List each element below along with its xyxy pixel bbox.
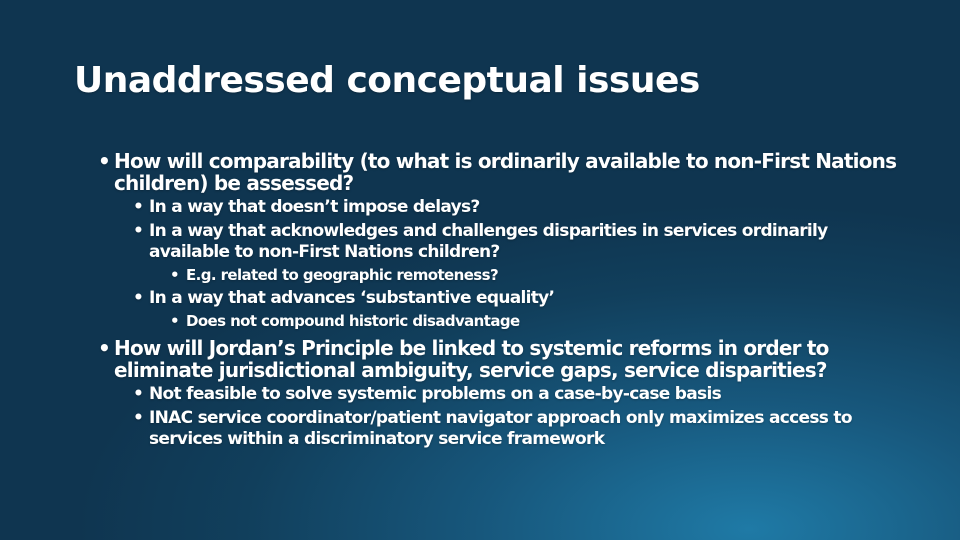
bullet-text: How will comparability (to what is ordinarily available to non-First Nations children) be assessed? xyxy=(114,149,897,195)
bullet-text: INAC service coordinator/patient navigator approach only maximizes access to services within a discriminatory service framework xyxy=(149,408,852,449)
bullet-item xyxy=(133,288,912,309)
bullet-list xyxy=(92,150,912,450)
bullet-text: In a way that advances ‘substantive equality’ xyxy=(149,288,555,308)
bullet-icon: • xyxy=(98,336,110,360)
bullet-text: Not feasible to solve systemic problems on a case-by-case basis xyxy=(149,384,722,404)
bullet-item xyxy=(98,149,912,195)
bullet-text: How will Jordan’s Principle be linked to systemic reforms in order to eliminate jurisdictional ambiguity, service gaps, service disparities? xyxy=(114,336,829,382)
bullet-text: Does not compound historic disadvantage xyxy=(186,312,520,330)
bullet-item xyxy=(170,266,912,285)
bullet-text: In a way that doesn’t impose delays? xyxy=(149,197,480,217)
bullet-item xyxy=(133,197,912,218)
bullet-item xyxy=(170,312,912,331)
bullet-icon: • xyxy=(133,221,144,241)
bullet-icon: • xyxy=(98,149,110,173)
slide-title: Unaddressed conceptual issues xyxy=(74,60,700,101)
bullet-text: In a way that acknowledges and challenges disparities in services ordinarily available to non-First Nations children? xyxy=(149,221,828,262)
bullet-item xyxy=(98,336,912,382)
bullet-icon: • xyxy=(133,288,144,308)
bullet-icon: • xyxy=(170,312,179,330)
bullet-icon: • xyxy=(133,197,144,217)
bullet-item xyxy=(133,408,912,450)
bullet-item xyxy=(133,384,912,405)
bullet-text: E.g. related to geographic remoteness? xyxy=(186,266,499,284)
bullet-item xyxy=(133,221,912,263)
bullet-icon: • xyxy=(133,408,144,428)
bullet-icon: • xyxy=(133,384,144,404)
bullet-icon: • xyxy=(170,266,179,284)
